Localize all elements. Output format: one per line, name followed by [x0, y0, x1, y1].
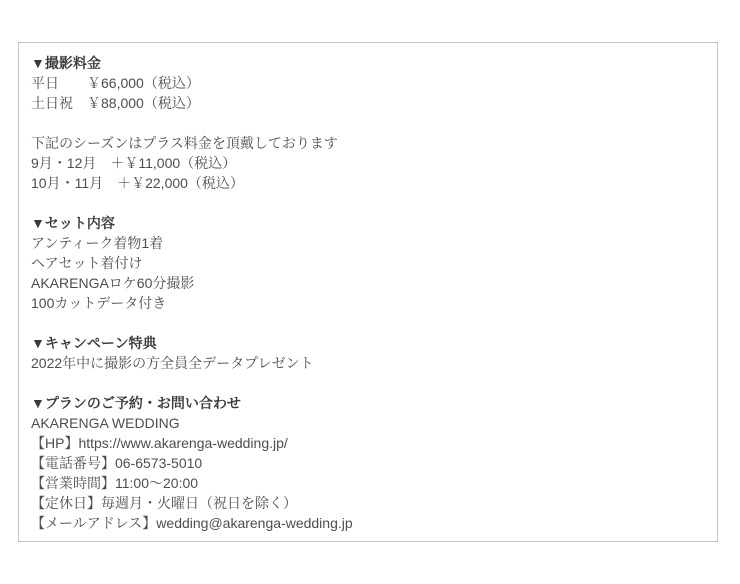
contact-hp-line: 【HP】https://www.akarenga-wedding.jp/	[31, 435, 288, 451]
campaign-heading: ▼キャンペーン特典	[31, 335, 157, 351]
surcharge-oct-nov-line: 10月・11月 ＋￥22,000（税込）	[31, 175, 244, 191]
contact-email-line: 【メールアドレス】wedding@akarenga-wedding.jp	[31, 515, 353, 531]
section-season-surcharge	[31, 133, 705, 193]
contact-heading: ▼プランのご予約・お問い合わせ	[31, 395, 241, 411]
set-contents-heading: ▼セット内容	[31, 215, 115, 231]
section-contact	[31, 393, 705, 533]
surcharge-sep-dec-line: 9月・12月 ＋￥11,000（税込）	[31, 155, 237, 171]
fee-weekend-holiday-line: 土日祝 ￥88,000（税込）	[31, 95, 200, 111]
section-campaign	[31, 333, 705, 373]
campaign-detail-line: 2022年中に撮影の方全員全データプレゼント	[31, 355, 314, 371]
contact-phone-line: 【電話番号】06-6573-5010	[31, 455, 203, 471]
section-shooting-fee	[31, 53, 705, 113]
surcharge-note-line: 下記のシーズンはプラス料金を頂戴しております	[31, 135, 338, 151]
set-item-kimono-line: アンティーク着物1着	[31, 235, 164, 251]
contact-hours-line: 【営業時間】11:00〜20:00	[31, 475, 199, 491]
contact-company-name-line: AKARENGA WEDDING	[31, 415, 180, 431]
contact-closed-days-line: 【定休日】毎週月・火曜日（祝日を除く）	[31, 495, 297, 511]
shooting-fee-heading: ▼撮影料金	[31, 55, 101, 71]
set-item-location-shoot-line: AKARENGAロケ60分撮影	[31, 275, 195, 291]
fee-weekday-line: 平日 ￥66,000（税込）	[31, 75, 200, 91]
set-item-hair-dressing-line: ヘアセット着付け	[31, 255, 143, 271]
section-set-contents	[31, 213, 705, 313]
set-item-photo-data-line: 100カットデータ付き	[31, 295, 167, 311]
info-panel	[18, 42, 718, 542]
